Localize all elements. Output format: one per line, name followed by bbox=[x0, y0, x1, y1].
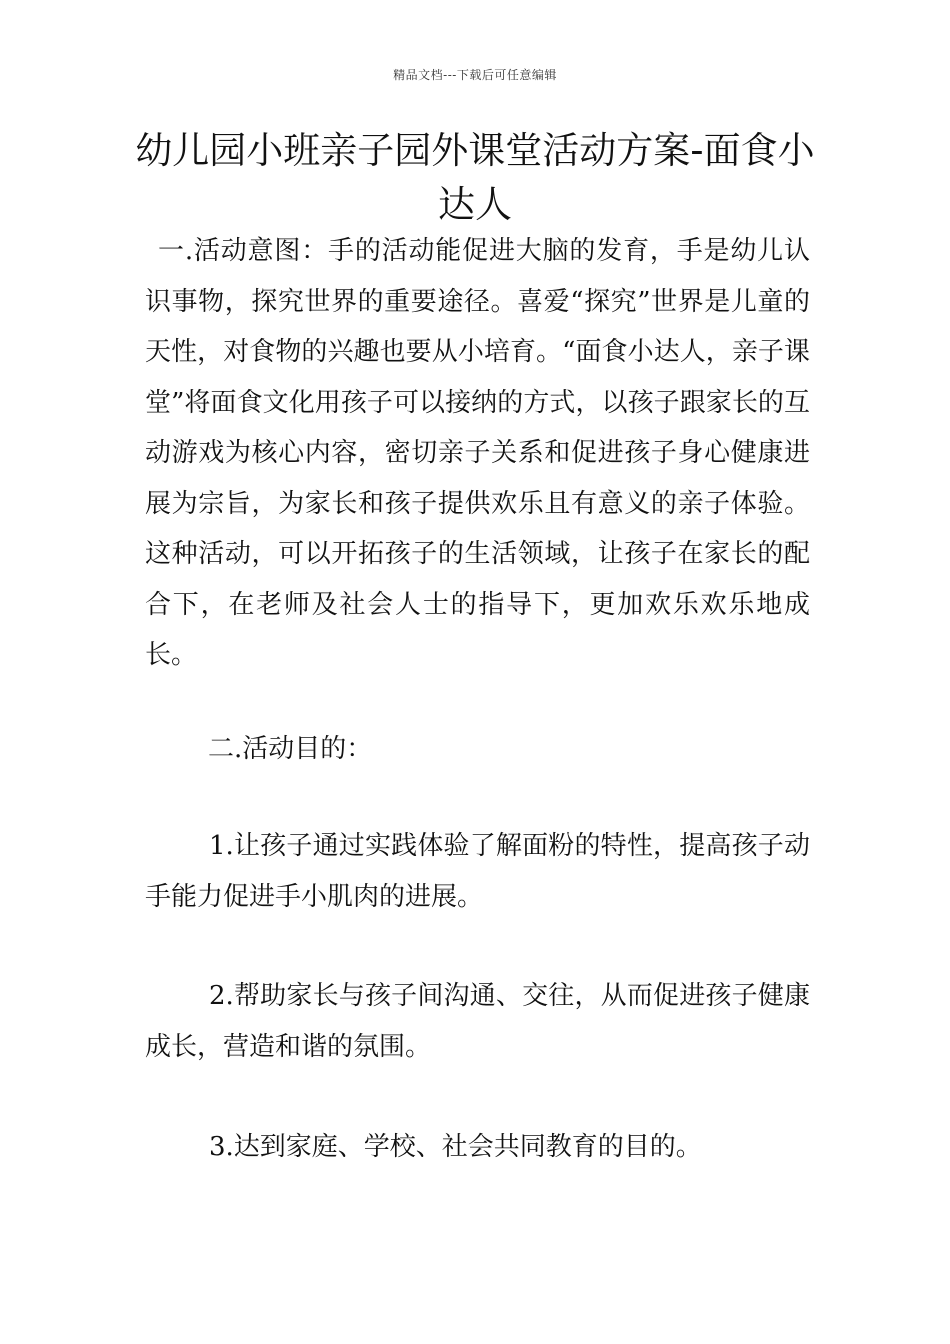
header-note: 精品文档---下载后可任意编辑 bbox=[393, 68, 557, 82]
goal-heading: 二.活动目的： bbox=[208, 734, 373, 764]
goal-item-1: 1.让孩子通过实践体验了解面粉的特性，提高孩子动手能力促进手小肌肉的进展。 bbox=[145, 831, 810, 912]
intent-paragraph: 一.活动意图：手的活动能促进大脑的发育，手是幼儿认识事物，探究世界的重要途径。喜爱“探究”世界是儿童的天性，对食物的兴趣也要从小培育。“面食小达人，亲子课堂”将面食文化用孩子可以接纳的方式，以孩子跟家长的互动游戏为核心内容，密切亲子关系和促进孩子身心健康进展为宗旨，为家长和孩子提供欢乐且有意义的亲子体验。这种活动，可以开拓孩子的生活领域，让孩子在家长的配合下，在老师及社会人士的指导下，更加欢乐欢乐地成长。 bbox=[145, 236, 810, 670]
document-title: 幼儿园小班亲子园外课堂活动方案-面食小达人 bbox=[135, 129, 815, 226]
goal-item-3: 3.达到家庭、学校、社会共同教育的目的。 bbox=[209, 1132, 702, 1162]
goal-item-2: 2.帮助家长与孩子间沟通、交往，从而促进孩子健康成长，营造和谐的氛围。 bbox=[145, 981, 810, 1062]
